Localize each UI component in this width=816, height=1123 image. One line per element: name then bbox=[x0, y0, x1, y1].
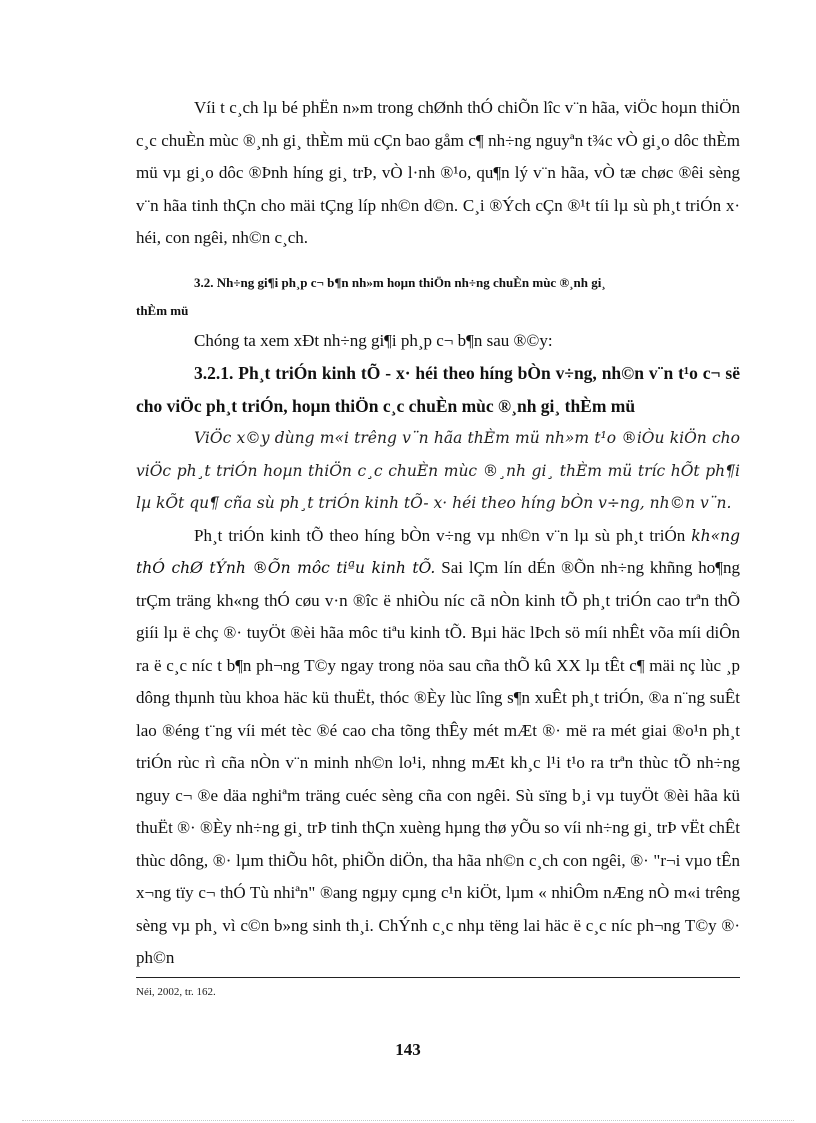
paragraph-1: Víi t c¸ch lµ bé phËn n»m trong chØnh thÓ chiÕn lîc v¨n hãa, viÖc hoµn thiÖn c¸c chuÈn mùc ®¸nh gi¸ thÈm mü cÇn bao gåm c¶ nh÷ng nguyªn t¾c vÒ gi¸o dôc thÈm mü vµ gi¸o dôc ®Þnh híng gi¸ trÞ, vÒ l·nh ®¹o, qu¶n lý v¨n hãa, vÒ tæ chøc ®êi sèng v¨n hãa tinh thÇn cho mäi tÇng líp nh©n d©n. C¸i ®Ých cÇn ®¹t tíi lµ sù ph¸t triÓn x· héi, con ngêi, nh©n c¸ch. bbox=[136, 98, 740, 247]
page-edge bbox=[22, 1120, 794, 1121]
section-heading-3-2-line2: thÈm mü bbox=[136, 302, 189, 318]
page-body bbox=[136, 92, 740, 975]
page-number: 143 bbox=[395, 1040, 421, 1059]
paragraph-3: ViÖc x©y dùng m«i trêng v¨n hãa thÈm mü nh»m t¹o ®iÒu kiÖn cho viÖc ph¸t triÓn hoµn thiÖn c¸c chuÈn mùc ®¸nh gi¸ thÈm mü tríc hÕt ph¶i lµ kÕt qu¶ cña sù ph¸t triÓn kinh tÕ- x· héi theo híng bÒn v÷ng, nh©n v¨n. bbox=[136, 429, 740, 512]
paragraph-4-rest: Sai lÇm lín dÉn ®Õn nh÷ng khñng ho¶ng trÇm träng kh«ng thÓ cøu v·n ®îc ë nhiÒu níc cã nÒn kinh tÕ ph¸t triÓn cao trªn thÕ giíi lµ ë chç ®· tuyÖt ®èi hãa môc tiªu kinh tÕ. Bµi häc lÞch sö míi nhÊt võa míi diÔn ra ë c¸c níc t b¶n ph¬ng T©y ngay trong nöa sau cña thÕ kû XX lµ tÊt c¶ mäi nç lùc ¸p dông thµnh tùu khoa häc kü thuËt, thóc ®Èy lùc lîng s¶n xuÊt ph¸t triÓn, ®a n¨ng suÊt lao ®éng t¨ng víi mét tèc ®é cao cha tõng thÊy mét mÆt ®· më ra mét giai ®o¹n ph¸t triÓn rùc rì cña nÒn v¨n minh nh©n lo¹i, nhng mÆt kh¸c l¹i t¹o ra trªn thùc tÕ nh÷ng nguy c¬ ®e däa nghiªm träng cuéc sèng cña con ngêi. Sù sïng b¸i vµ tuyÖt ®èi hãa kü thuËt ®· ®Èy nh÷ng gi¸ trÞ tinh thÇn xuèng hµng thø yÕu so víi nh÷ng gi¸ trÞ vËt chÊt thùc dông, ®· lµm thiÕu hôt, phiÕn diÖn, tha hãa nh©n c¸ch con ngêi, ®· "r¬i vµo tÊn x¬ng tïy c¬ thÓ Tù nhiªn" ®ang ngµy cµng c¹n kiÖt, lµm « nhiÔm nÆng nÒ m«i trêng sèng vµ ph¸ vì c©n b»ng sinh th¸i. ChÝnh c¸c nhµ tëng lai häc ë c¸c níc ph¬ng T©y ®· ph©n bbox=[136, 558, 740, 967]
paragraph-4-start: Ph¸t triÓn kinh tÕ theo híng bÒn v÷ng vµ nh©n v¨n lµ sù ph¸t triÓn bbox=[194, 525, 686, 545]
section-heading-3-2 bbox=[136, 269, 740, 325]
paragraph-4-italic: kh«ng thÓ chØ tÝnh ®Õn môc tiªu kinh tÕ. bbox=[136, 526, 740, 577]
paragraph-2: Chóng ta xem xÐt nh÷ng gi¶i ph¸p c¬ b¶n sau ®©y: bbox=[194, 330, 553, 350]
subsection-heading-3-2-1: 3.2.1. Ph¸t triÓn kinh tÕ - x· héi theo híng bÒn v÷ng, nh©n v¨n t¹o c¬ së cho viÖc ph¸t triÓn, hoµn thiÖn c¸c chuÈn mùc ®¸nh gi¸ thÈm mü bbox=[136, 363, 740, 416]
paragraph-4 bbox=[136, 520, 740, 975]
footnote-divider bbox=[136, 977, 740, 978]
section-heading-3-2-line1: 3.2. Nh÷ng gi¶i ph¸p c¬ b¶n nh»m hoµn thiÖn nh÷ng chuÈn mùc ®¸nh gi¸ bbox=[194, 274, 606, 290]
footnote: Néi, 2002, tr. 162. bbox=[136, 986, 216, 998]
